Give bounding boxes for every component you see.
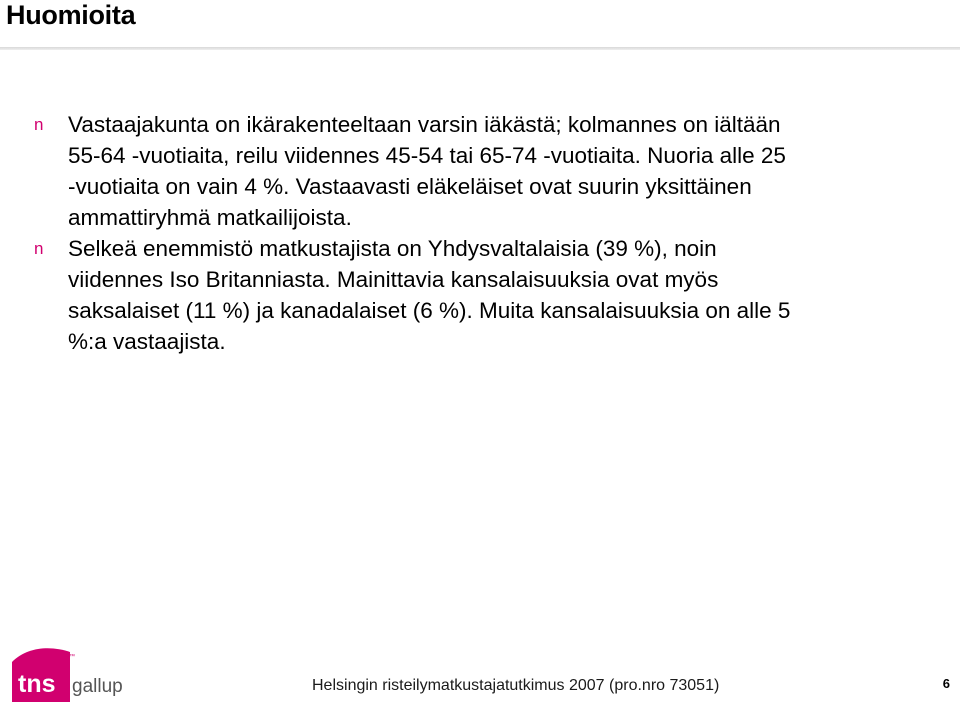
- bullet-item-nationality: [34, 233, 954, 357]
- logo-trademark-text: ™: [69, 654, 75, 660]
- bullet-line: Selkeä enemmistö matkustajista on Yhdysvaltalaisia (39 %), noin: [68, 236, 717, 261]
- bullet-line: viidennes Iso Britanniasta. Mainittavia kansalaisuuksia ovat myös: [68, 267, 719, 292]
- bullet-line: %:a vastaajista.: [68, 329, 226, 354]
- slide-title: Huomioita: [6, 0, 136, 30]
- tns-gallup-logo: [10, 644, 130, 704]
- page-number: 6: [942, 676, 950, 691]
- bullet-line: Vastaajakunta on ikärakenteeltaan varsin iäkästä; kolmannes on iältään: [68, 112, 781, 137]
- bullet-marker-icon: n: [34, 239, 44, 258]
- logo-partner-text: gallup: [72, 676, 123, 697]
- bullet-item-age: [34, 109, 954, 233]
- bullet-list: [34, 109, 954, 357]
- title-divider: [0, 47, 960, 50]
- bullet-line: ammattiryhmä matkailijoista.: [68, 205, 352, 230]
- logo-brand-text: tns: [18, 670, 56, 698]
- bullet-marker-icon: n: [34, 115, 44, 134]
- footer-study-title: Helsingin risteilymatkustajatutkimus 2007 (pro.nro 73051): [312, 677, 720, 694]
- bullet-line: 55-64 -vuotiaita, reilu viidennes 45-54 tai 65-74 -vuotiaita. Nuoria alle 25: [68, 143, 786, 168]
- bullet-line: -vuotiaita on vain 4 %. Vastaavasti eläkeläiset ovat suurin yksittäinen: [68, 174, 752, 199]
- bullet-line: saksalaiset (11 %) ja kanadalaiset (6 %). Muita kansalaisuuksia on alle 5: [68, 298, 791, 323]
